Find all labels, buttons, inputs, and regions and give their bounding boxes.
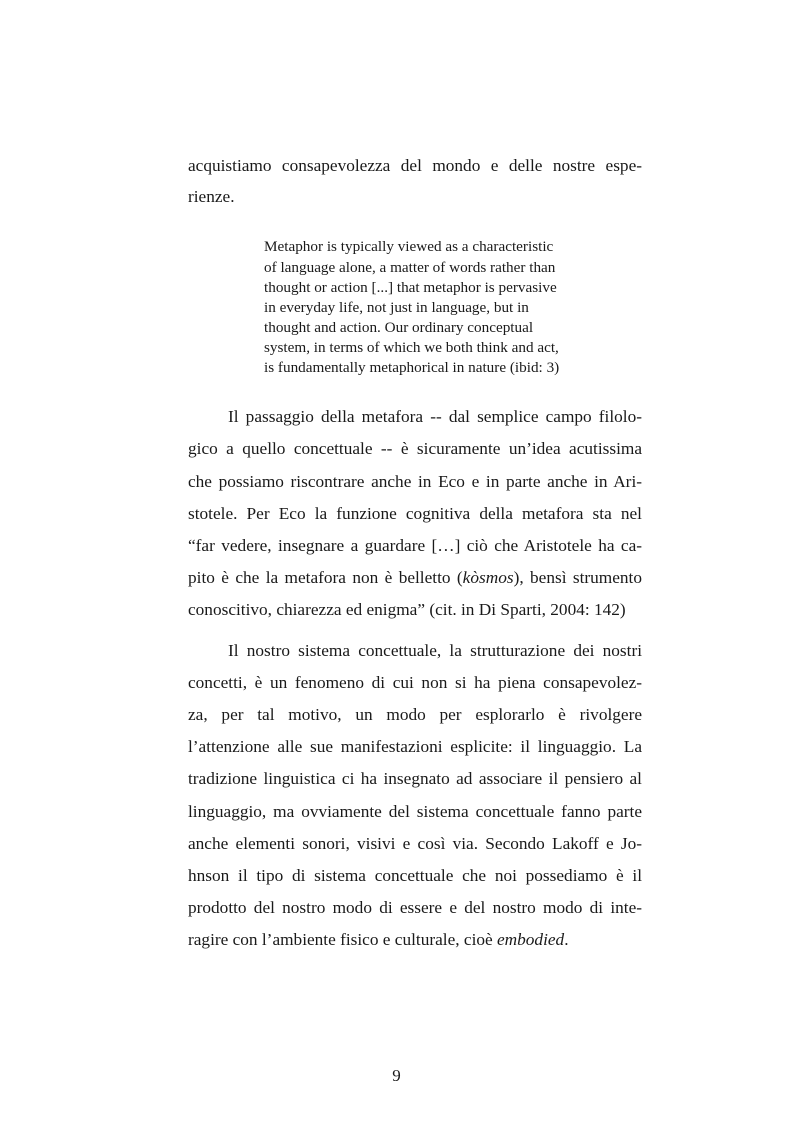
p2-line-10 [188,930,642,950]
italic-term-kosmos: kòsmos [462,568,514,587]
quote-line-1: Metaphor is typically viewed as a characteristic [264,238,554,255]
quote-line-4: in everyday life, not just in language, but in [264,299,529,316]
p1-line-2: gico a quello concettuale -- è sicuramente un’idea acutissima [188,439,642,458]
p1-line-6 [188,568,642,588]
p2-line-4: l’attenzione alle sue manifestazioni esplicite: il linguaggio. La [188,737,642,756]
quote-line-3: thought or action [...] that metaphor is pervasive [264,279,557,296]
p1-line-5: “far vedere, insegnare a guardare […] ciò che Aristotele ha ca- [188,536,642,555]
p2-line-7: anche elementi sonori, visivi e così via. Secondo Lakoff e Jo- [188,834,642,853]
p1-line-7: conoscitivo, chiarezza ed enigma” (cit. in Di Sparti, 2004: 142) [188,600,626,619]
p1-line-4: stotele. Per Eco la funzione cognitiva della metafora sta nel [188,504,642,523]
p1-line-6-after: ), bensì strumento [513,568,643,587]
p2-line-10-before: ragire con l’ambiente fisico e culturale, cioè [188,930,497,949]
italic-term-embodied: embodied [497,930,565,949]
p2-line-2: concetti, è un fenomeno di cui non si ha piena consapevolez- [188,673,642,692]
p2-line-9: prodotto del nostro modo di essere e del nostro modo di inte- [188,898,642,917]
p2-line-10-after: . [564,930,569,949]
p2-line-3: za, per tal motivo, un modo per esplorarlo è rivolgere [188,705,642,724]
intro-line-1: acquistiamo consapevolezza del mondo e delle nostre espe- [188,156,642,175]
p1-line-1: Il passaggio della metafora -- dal semplice campo filolo- [228,407,642,426]
page-number: 9 [392,1066,401,1085]
quote-line-2: of language alone, a matter of words rather than [264,259,556,276]
p2-line-1: Il nostro sistema concettuale, la strutturazione dei nostri [228,641,642,660]
p1-line-6-before: pito è che la metafora non è belletto ( [188,568,463,587]
quote-line-6: system, in terms of which we both think and act, [264,339,559,356]
quote-line-5: thought and action. Our ordinary conceptual [264,319,534,336]
intro-line-2: rienze. [188,187,235,206]
p2-line-6: linguaggio, ma ovviamente del sistema concettuale fanno parte [188,802,642,821]
p1-line-3: che possiamo riscontrare anche in Eco e in parte anche in Ari- [188,472,642,491]
quote-line-7: is fundamentally metaphorical in nature (ibid: 3) [264,359,560,376]
p2-line-5: tradizione linguistica ci ha insegnato ad associare il pensiero al [188,769,642,788]
p2-line-8: hnson il tipo di sistema concettuale che noi possediamo è il [188,866,642,885]
